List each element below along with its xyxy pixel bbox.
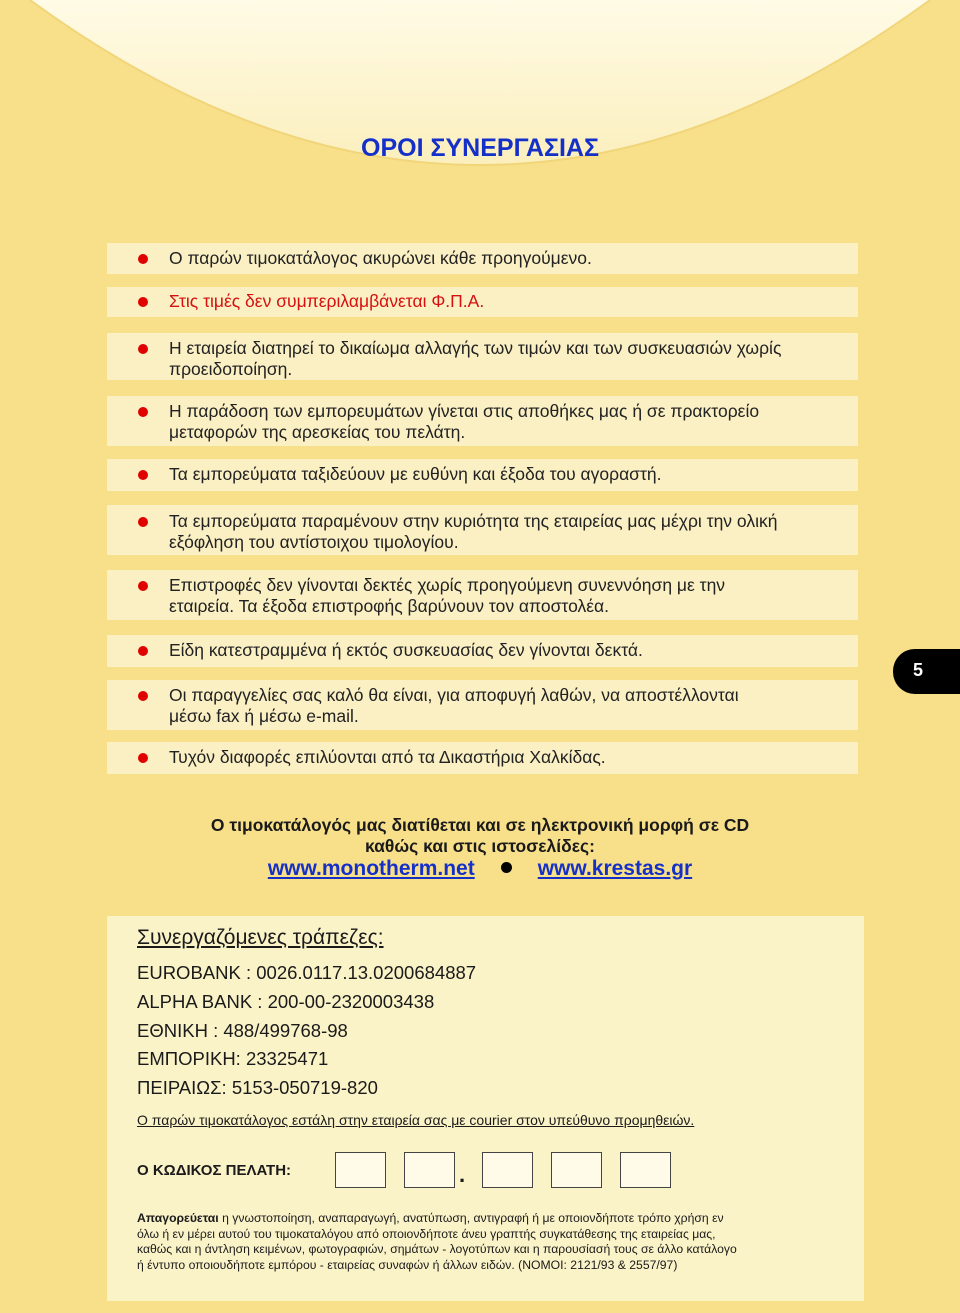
bullet-icon xyxy=(138,581,148,591)
bullet-icon xyxy=(138,691,148,701)
customer-code-label: Ο ΚΩΔΙΚΟΣ ΠΕΛΑΤΗ: xyxy=(137,1162,292,1179)
customer-code-box[interactable] xyxy=(335,1152,386,1188)
term-item: Τα εμπορεύματα παραμένουν στην κυριότητα της εταιρείας μας μέχρι την ολική εξόφληση του αντίστοιχου τιμολογίου. xyxy=(107,510,858,553)
bank-account: ΠΕΙΡΑΙΩΣ: 5153-050719-820 xyxy=(137,1077,378,1098)
term-item-vat: Στις τιμές δεν συμπεριλαμβάνεται Φ.Π.Α. xyxy=(107,290,858,312)
bullet-icon xyxy=(138,646,148,656)
term-item: Είδη κατεστραμμένα ή εκτός συσκευασίας δεν γίνονται δεκτά. xyxy=(107,639,858,661)
bank-account: ALPHA BANK : 200-00-2320003438 xyxy=(137,991,435,1012)
customer-code-box[interactable] xyxy=(620,1152,671,1188)
bank-account: EUROBANK : 0026.0117.13.0200684887 xyxy=(137,962,477,983)
term-item: Τυχόν διαφορές επιλύονται από τα Δικαστήρια Χαλκίδας. xyxy=(107,746,858,768)
legal-notice: Απαγορεύεται η γνωστοποίηση, αναπαραγωγή, ανατύπωση, αντιγραφή ή με οποιονδήποτε τρόπο χρήση εν όλω ή εν μέρει αυτού του τιμοκαταλόγου από οποιονδήποτε άνευ γραπτής συγκατάθεσης της εταιρείας μας, καθώς και η άντληση κειμένων, φωτογραφιών, σημάτων - λογοτύπων και η παρουσίασή τους σε άλλο κατάλογο ή έντυπο οποιουδήποτε εμπόρου - εταιρείας συναφών ή άλλων ειδών. (ΝΟΜΟΙ: 2121/93 & 2557/97) xyxy=(137,1211,737,1272)
term-item: Ο παρών τιμοκατάλογος ακυρώνει κάθε προηγούμενο. xyxy=(107,247,858,269)
page-number-tab xyxy=(893,649,960,694)
term-item: Τα εμπορεύματα ταξιδεύουν με ευθύνη και έξοδα του αγοραστή. xyxy=(107,463,858,485)
bullet-icon xyxy=(138,344,148,354)
bank-account: ΕΘΝΙΚΗ : 488/499768-98 xyxy=(137,1020,348,1041)
bullet-icon xyxy=(138,753,148,763)
banks-title: Συνεργαζόμενες τράπεζες: xyxy=(137,926,384,949)
customer-code-box[interactable] xyxy=(404,1152,455,1188)
customer-code-box[interactable] xyxy=(482,1152,533,1188)
term-item: Επιστροφές δεν γίνονται δεκτές χωρίς προηγούμενη συνεννόηση με την εταιρεία. Τα έξοδα επιστροφής βαρύνουν τον αποστολέα. xyxy=(107,574,858,617)
term-item: Η εταιρεία διατηρεί το δικαίωμα αλλαγής των τιμών και των συσκευασιών χωρίς προειδοποίηση. xyxy=(107,337,858,380)
term-item: Η παράδοση των εμπορευμάτων γίνεται στις αποθήκες μας ή σε πρακτορείο μεταφορών της αρεσκείας του πελάτη. xyxy=(107,400,858,443)
customer-code-box[interactable] xyxy=(551,1152,602,1188)
bullet-icon xyxy=(138,254,148,264)
bullet-icon xyxy=(138,297,148,307)
bank-account: ΕΜΠΟΡΙΚΗ: 23325471 xyxy=(137,1048,329,1069)
bullet-icon xyxy=(138,470,148,480)
krestas-link[interactable]: www.krestas.gr xyxy=(537,857,693,880)
bullet-icon xyxy=(138,407,148,417)
courier-note: Ο παρών τιμοκατάλογος εστάλη στην εταιρεία σας με courier στον υπεύθυνο προμηθειών. xyxy=(137,1112,695,1128)
website-links xyxy=(0,857,960,881)
monotherm-link[interactable]: www.monotherm.net xyxy=(267,857,475,880)
catalog-note: Ο τιμοκατάλογός μας διατίθεται και σε ηλεκτρονική μορφή σε CD καθώς και στις ιστοσελίδες: xyxy=(210,815,750,856)
customer-code-separator: . xyxy=(459,1162,466,1187)
page-title: ΟΡΟΙ ΣΥΝΕΡΓΑΣΙΑΣ xyxy=(361,134,599,162)
page-number: 5 xyxy=(913,660,924,680)
term-item: Οι παραγγελίες σας καλό θα είναι, για αποφυγή λαθών, να αποστέλλονται μέσω fax ή μέσω e-mail. xyxy=(107,684,858,727)
separator-dot-icon xyxy=(501,862,512,873)
bullet-icon xyxy=(138,517,148,527)
